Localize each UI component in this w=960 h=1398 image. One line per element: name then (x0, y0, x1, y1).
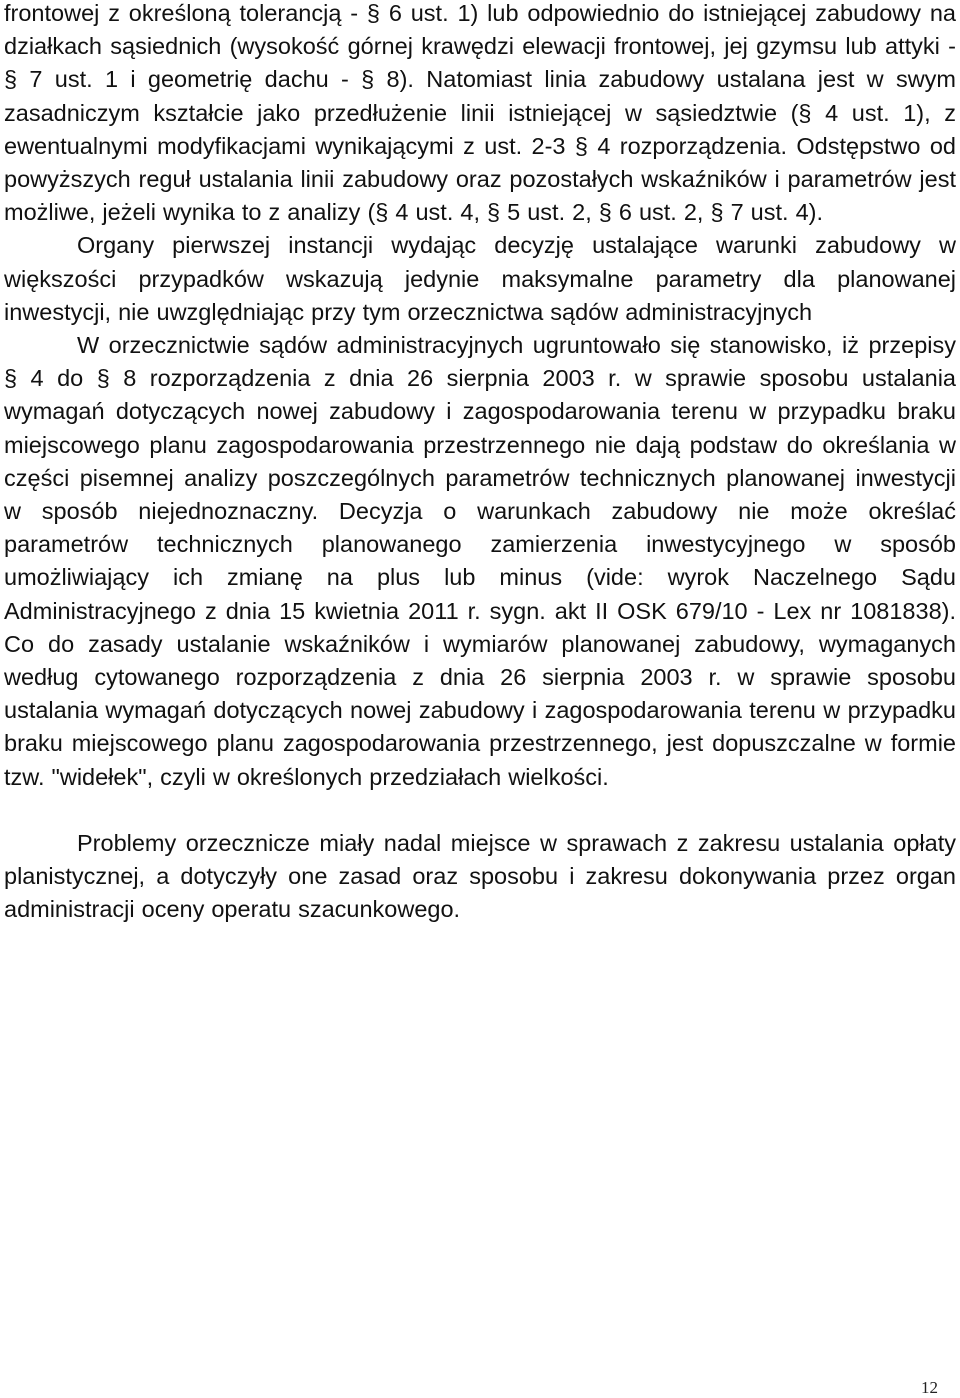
page-number: 12 (921, 1378, 938, 1397)
paragraph-case-law: W orzecznictwie sądów administracyjnych ugruntowało się stanowisko, iż przepisy § 4 do § 8 rozporządzenia z dnia 26 sierpnia 2003 r. w sprawie sposobu ustalania wymagań dotyczących nowej zabudowy i zagospodarowania terenu w przypadku braku miejscowego planu zagospodarowania przestrzennego nie dają podstaw do określania w części pisemnej analizy poszczególnych parametrów technicznych planowanej inwestycji w sposób niejednoznaczny. Decyzja o warunkach zabudowy nie może określać parametrów technicznych planowanego zamierzenia inwestycyjnego w sposób umożliwiający ich zmianę na plus lub minus (vide: wyrok Naczelnego Sądu Administracyjnego z dnia 15 kwietnia 2011 r. sygn. akt II OSK 679/10 - Lex nr 1081838). Co do zasady ustalanie wskaźników i wymiarów planowanej zabudowy, wymaganych według cytowanego rozporządzenia z dnia 26 sierpnia 2003 r. w sprawie sposobu ustalania wymagań dotyczących nowej zabudowy i zagospodarowania terenu w przypadku braku miejscowego planu zagospodarowania przestrzennego, jest dopuszczalne w formie tzw. "widełek", czyli w określonych przedziałach wielkości. (4, 332, 956, 790)
paragraph-first-instance-bodies: Organy pierwszej instancji wydając decyzję ustalające warunki zabudowy w większości przypadków wskazują jedynie maksymalne parametry dla planowanej inwestycji, nie uwzględniając przy tym orzecznictwa sądów administracyjnych (4, 232, 956, 325)
paragraph-gap (4, 794, 956, 827)
paragraph-building-line-rules: frontowej z określoną tolerancją - § 6 ust. 1) lub odpowiednio do istniejącej zabudowy na działkach sąsiednich (wysokość górnej krawędzi elewacji frontowej, jej gzymsu lub attyki - § 7 ust. 1 i geometrię dachu - § 8). Natomiast linia zabudowy ustalana jest w swym zasadniczym kształcie jako przedłużenie linii istniejącej w sąsiedztwie (§ 4 ust. 1), z ewentualnymi modyfikacjami wynikającymi z ust. 2-3 § 4 rozporządzenia. Odstępstwo od powyższych reguł ustalania linii zabudowy oraz pozostałych wskaźników i parametrów jest możliwe, jeżeli wynika to z analizy (§ 4 ust. 4, § 5 ust. 2, § 6 ust. 2, § 7 ust. 4). (4, 0, 956, 226)
document-page (4, 0, 956, 926)
paragraph-planning-fee-problems: Problemy orzecznicze miały nadal miejsce w sprawach z zakresu ustalania opłaty planistycznej, a dotyczyły one zasad oraz sposobu i zakresu dokonywania przez organ administracji oceny operatu szacunkowego. (4, 829, 956, 923)
